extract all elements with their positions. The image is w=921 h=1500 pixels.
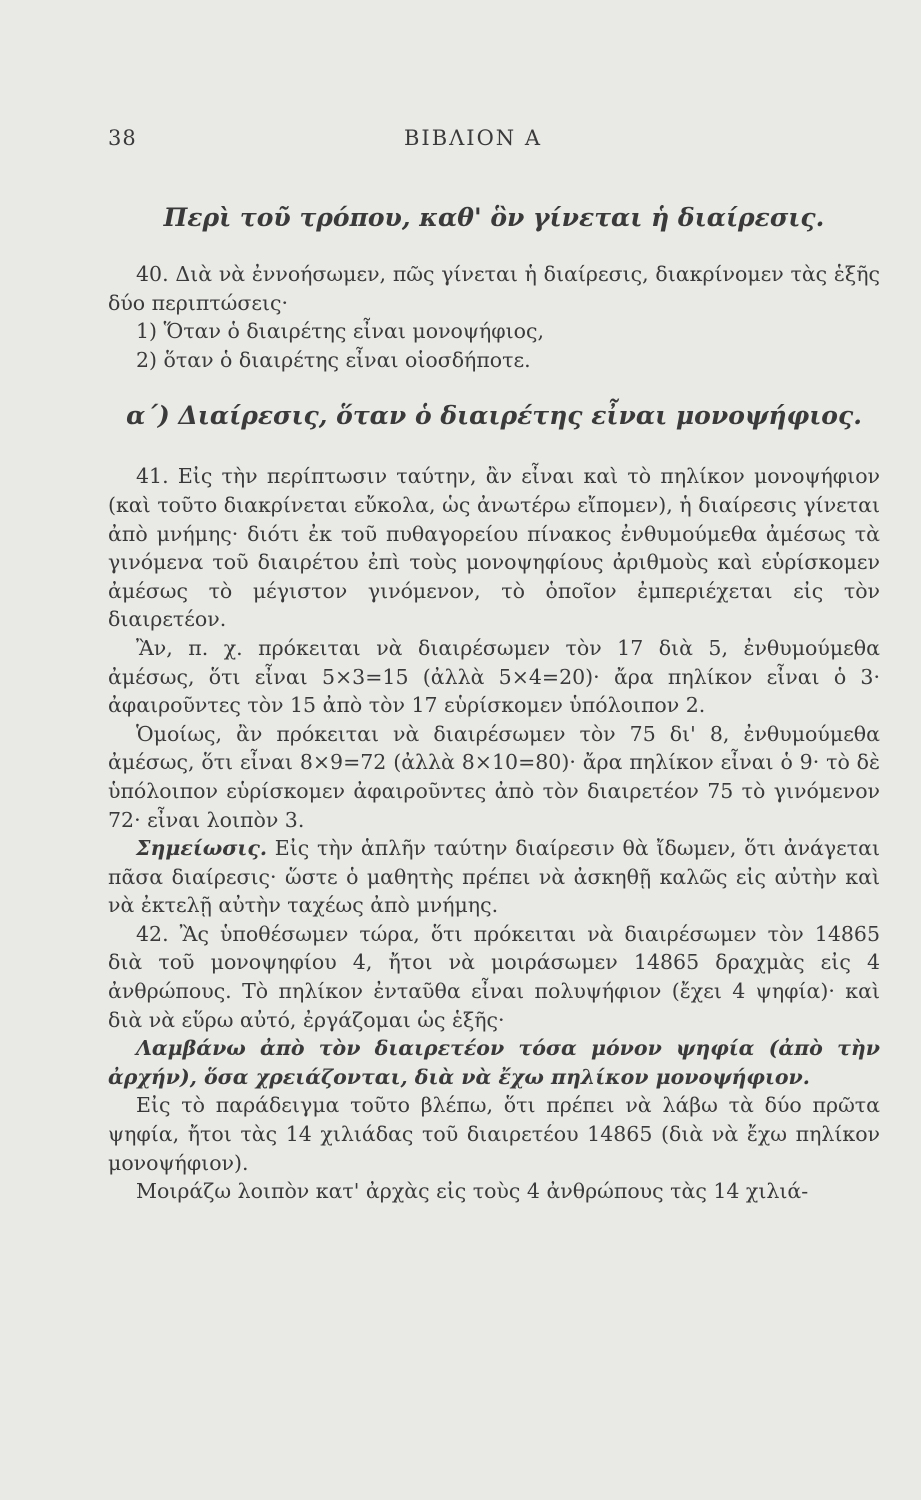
page-body <box>108 202 880 1206</box>
paragraph-40: 40. Διὰ νὰ ἐννοήσωμεν, πῶς γίνεται ἡ διαίρεσις, διακρίνομεν τὰς ἑξῆς δύο περιπτώσεις· <box>108 262 880 315</box>
section-heading-division: Περὶ τοῦ τρόπου, καθ' ὃν γίνεται ἡ διαίρεσις. <box>163 203 825 232</box>
paragraph-last: Μοιράζω λοιπὸν κατ' ἀρχὰς εἰς τοὺς 4 ἀνθρώπους τὰς 14 χιλιά- <box>136 1179 809 1204</box>
note-label: Σημείωσις. <box>136 836 267 861</box>
note-text: Εἰς τὴν ἁπλῆν ταύτην διαίρεσιν θὰ ἴδωμεν, ὅτι ἀνάγεται πᾶσα διαίρεσις· ὥστε ὁ μαθητὴς πρέπει νὰ ἀσκηθῇ καλῶς εἰς αὐτὴν καὶ νὰ ἐκτελῇ αὐτὴν ταχέως ἀπὸ μνήμης. <box>108 836 880 918</box>
page-header <box>108 126 838 156</box>
paragraph-example-3: Εἰς τὸ παράδειγμα τοῦτο βλέπω, ὅτι πρέπει νὰ λάβω τὰ δύο πρῶτα ψηφία, ἤτοι τὰς 14 χιλιάδας τοῦ διαιρετέου 14865 (διὰ νὰ ἔχω πηλίκον μονοψήφιον). <box>108 1093 880 1175</box>
paragraph-example-2: Ὁμοίως, ἂν πρόκειται νὰ διαιρέσωμεν τὸν 75 δι' 8, ἐνθυμούμεθα ἀμέσως, ὅτι εἶναι 8×9=72 (ἀλλὰ 8×10=80)· ἄρα πηλίκον εἶναι ὁ 9· τὸ δὲ ὑπόλοιπον εὑρίσκομεν ἀφαιροῦντες ἀπὸ τὸν διαιρετέον 75 τὸ γινόμενον 72· εἶναι λοιπὸν 3. <box>108 721 880 832</box>
list-item-1: 1) Ὅταν ὁ διαιρέτης εἶναι μονοψήφιος, <box>136 319 544 344</box>
running-head: ΒΙΒΛΙΟΝ Α <box>403 126 543 150</box>
page-number: 38 <box>108 126 137 150</box>
paragraph-41: 41. Εἰς τὴν περίπτωσιν ταύτην, ἂν εἶναι καὶ τὸ πηλίκον μονοψήφιον (καὶ τοῦτο διακρίνεται εὔκολα, ὡς ἀνωτέρω εἴπομεν), ἡ διαίρεσις γίνεται ἀπὸ μνήμης· διότι ἐκ τοῦ πυθαγορείου πίνακος ἐνθυμούμεθα ἀμέσως τὰ γινόμενα τοῦ διαιρέτου ἐπὶ τοὺς μονοψηφίους ἀριθμοὺς καὶ εὑρίσκομεν ἀμέσως τὸ μέγιστον γινόμενον, τὸ ὁποῖον ἐμπεριέχεται εἰς τὸν διαιρετέον. <box>108 464 880 632</box>
list-item-2: 2) ὅταν ὁ διαιρέτης εἶναι οἱοσδήποτε. <box>136 347 531 372</box>
paragraph-example-1: Ἂν, π. χ. πρόκειται νὰ διαιρέσωμεν τὸν 17 διὰ 5, ἐνθυμούμεθα ἀμέσως, ὅτι εἶναι 5×3=15 (ἀλλὰ 5×4=20)· ἄρα πηλίκον εἶναι ὁ 3· ἀφαιροῦντες τὸν 15 ἀπὸ τὸν 17 εὑρίσκομεν ὑπόλοιπον 2. <box>108 635 880 718</box>
rule-paragraph: Λαμβάνω ἀπὸ τὸν διαιρετέον τόσα μόνον ψηφία (ἀπὸ τὴν ἀρχήν), ὅσα χρειάζονται, διὰ νὰ ἔχω πηλίκον μονοψήφιον. <box>108 1036 880 1089</box>
paragraph-42: 42. Ἂς ὑποθέσωμεν τώρα, ὅτι πρόκειται νὰ διαιρέσωμεν τὸν 14865 διὰ τοῦ μονοψηφίου 4, ἤτοι νὰ μοιράσωμεν 14865 δραχμὰς εἰς 4 ἀνθρώπους. Τὸ πηλίκον ἐνταῦθα εἶναι πολυψήφιον (ἔχει 4 ψηφία)· καὶ διὰ νὰ εὕρω αὐτό, ἐργάζομαι ὡς ἑξῆς· <box>108 921 880 1032</box>
subsection-heading-single-digit: α΄) Διαίρεσις, ὅταν ὁ διαιρέτης εἶναι μονοψήφιος. <box>126 401 862 431</box>
note-paragraph <box>108 834 880 920</box>
